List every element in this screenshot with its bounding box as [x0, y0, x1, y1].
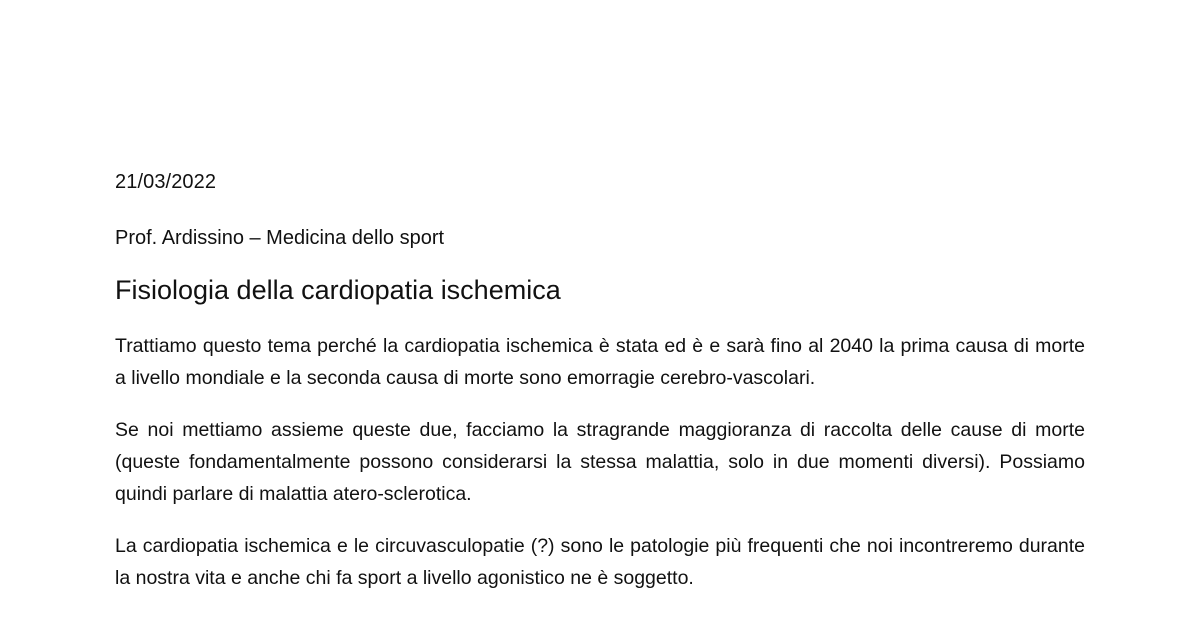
document-title: Fisiologia della cardiopatia ischemica — [115, 275, 561, 305]
document-body — [115, 168, 1085, 614]
paragraph: La cardiopatia ischemica e le circuvasculopatie (?) sono le patologie più frequenti che noi incontreremo durante la nostra vita e anche chi fa sport a livello agonistico ne è soggetto. — [115, 535, 1085, 589]
paragraph: Se noi mettiamo assieme queste due, facciamo la stragrande maggioranza di raccolta delle cause di morte (queste fondamentalmente possono considerarsi la stessa malattia, solo in due momenti diversi). Possiamo quindi parlare di malattia atero-sclerotica. — [115, 419, 1085, 505]
paragraph: Trattiamo questo tema perché la cardiopatia ischemica è stata ed è e sarà fino al 2040 la prima causa di morte a livello mondiale e la seconda causa di morte sono emorragie cerebro-vascolari. — [115, 335, 1085, 389]
document-date: 21/03/2022 — [115, 171, 217, 193]
author-line: Prof. Ardissino – Medicina dello sport — [115, 227, 445, 249]
